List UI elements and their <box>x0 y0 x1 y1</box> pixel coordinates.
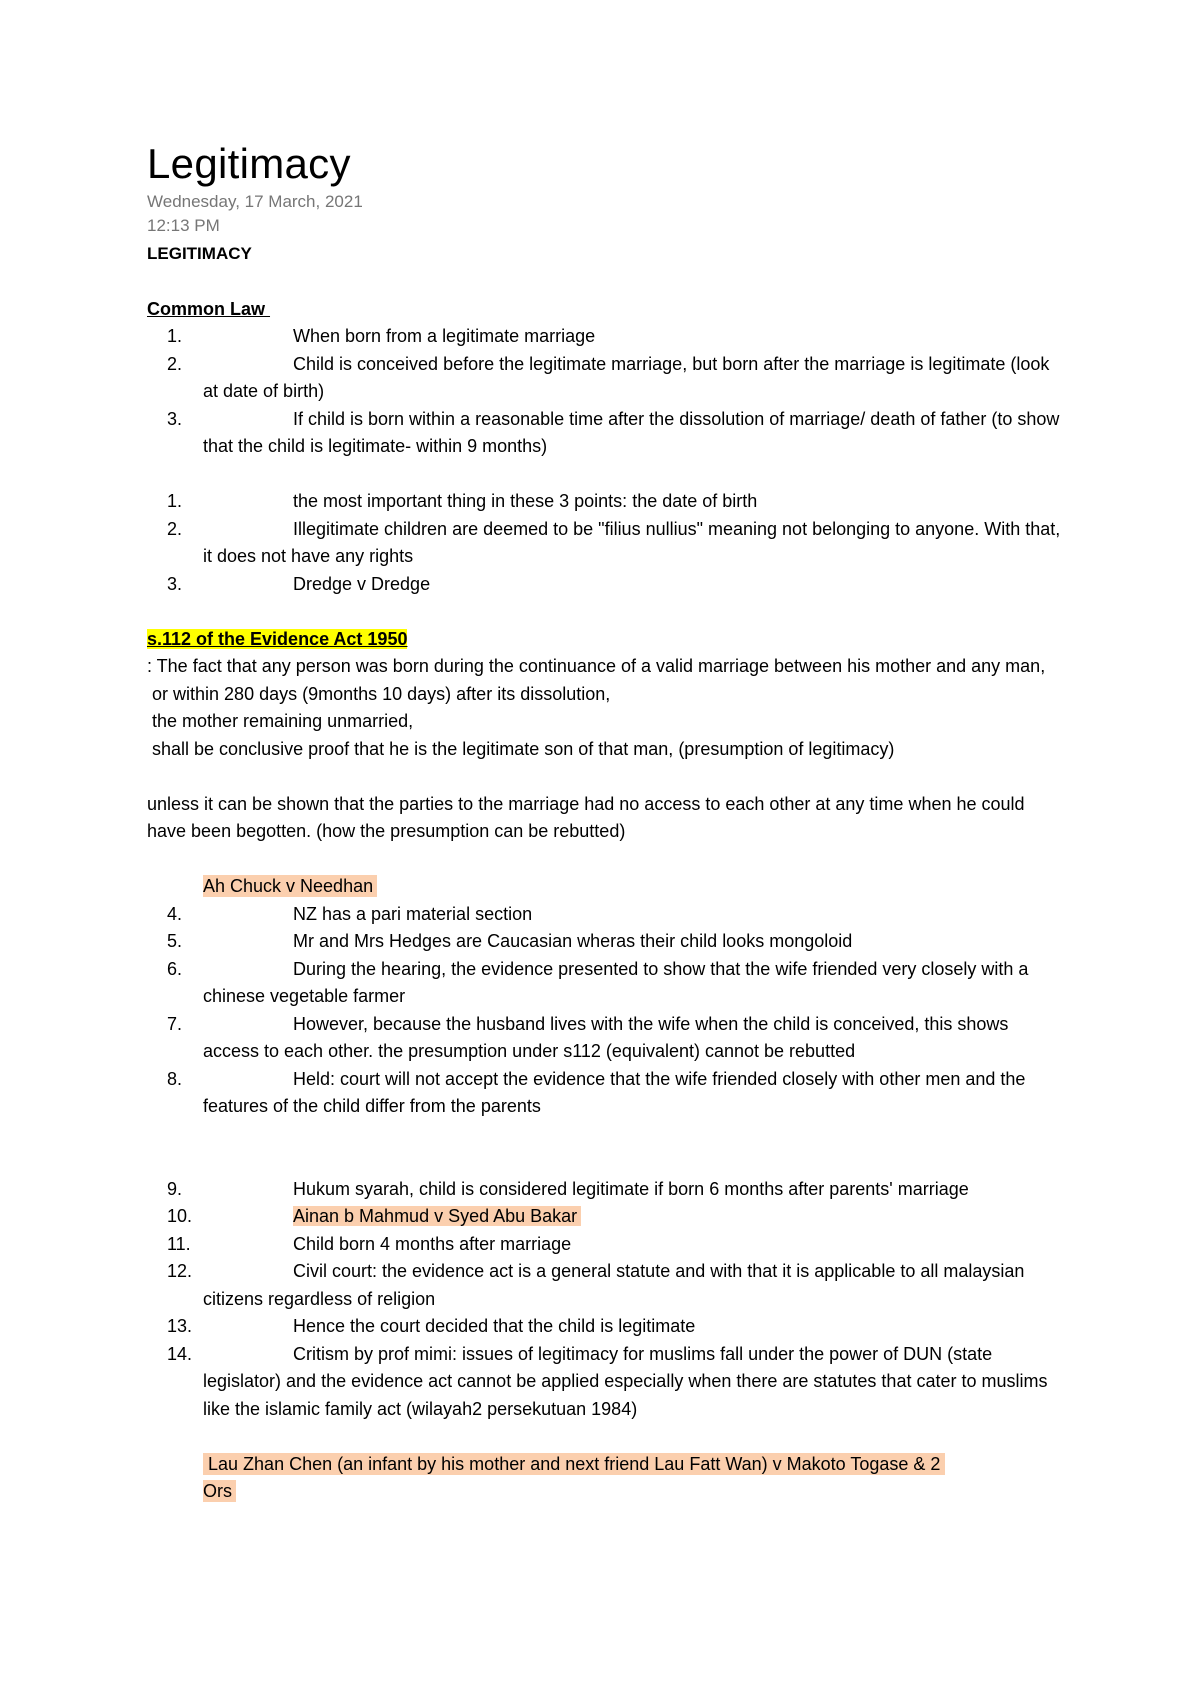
list-item <box>147 488 1067 516</box>
list-item-text: When born from a legitimate marriage <box>293 326 596 346</box>
list-item <box>147 956 1067 1011</box>
spacer <box>147 1121 1067 1149</box>
list-item-text: Held: court will not accept the evidence that the wife friended closely with other men and the features of the child differ from the parents <box>203 1068 1026 1116</box>
list-item-text: During the hearing, the evidence presented to show that the wife friended very closely with a chinese vegetable farmer <box>203 958 1029 1006</box>
spacer <box>147 461 1067 489</box>
list-item-text: Civil court: the evidence act is a general statute and with that it is applicable to all malaysian citizens regardless of religion <box>203 1261 1025 1309</box>
list-item-text: Dredge v Dredge <box>293 573 431 594</box>
list-item <box>147 1203 1067 1231</box>
list-item <box>147 1066 1067 1121</box>
list-item <box>147 1258 1067 1313</box>
list-item <box>147 901 1067 929</box>
spacer <box>147 1423 1067 1451</box>
list-number: 13. <box>167 1316 193 1336</box>
list-item <box>147 1313 1067 1341</box>
list-number: 11. <box>167 1233 191 1254</box>
list-item <box>147 1231 1067 1259</box>
list-number: 3. <box>167 573 183 594</box>
list-number: 5. <box>167 931 183 951</box>
date-stamp: Wednesday, 17 March, 2021 <box>147 192 363 211</box>
list-item <box>147 1176 1067 1204</box>
list-number: 8. <box>167 1068 183 1089</box>
case-name-ainan: Ainan b Mahmud v Syed Abu Bakar <box>293 1206 581 1226</box>
list-item <box>147 928 1067 956</box>
spacer <box>147 268 1067 296</box>
document-content <box>147 138 1067 1506</box>
case-heading-line <box>147 1451 1067 1506</box>
list-item <box>147 323 1067 351</box>
list-item-text: Critism by prof mimi: issues of legitimacy for muslims fall under the power of DUN (state legislator) and the evidence act cannot be applied especially when there are statutes that cater to muslims like the islamic family act (wilayah2 persekutuan 1984) <box>203 1343 1048 1419</box>
list-item-text: NZ has a pari material section <box>293 903 533 924</box>
list-number: 9. <box>167 1178 183 1199</box>
page-title: Legitimacy <box>147 140 351 187</box>
evidence-act-para-3: the mother remaining unmarried, <box>147 711 414 731</box>
list-item-text: Child is conceived before the legitimate marriage, but born after the marriage is legitimate (look at date of birth) <box>203 353 1050 401</box>
list-item <box>147 571 1067 599</box>
section-heading-legitimacy: LEGITIMACY <box>147 244 252 263</box>
list-item-text: Mr and Mrs Hedges are Caucasian wheras their child looks mongoloid <box>293 931 853 951</box>
list-number: 10. <box>167 1206 193 1226</box>
list-item-text: the most important thing in these 3 points: the date of birth <box>293 491 758 511</box>
common-law-notes-list <box>147 488 1067 598</box>
common-law-heading: Common Law <box>147 298 271 319</box>
list-item <box>147 1341 1067 1424</box>
list-number: 2. <box>167 518 183 539</box>
common-law-list <box>147 323 1067 461</box>
evidence-act-heading-line <box>147 626 1067 654</box>
list-item <box>147 351 1067 406</box>
list-item-text: However, because the husband lives with the wife when the child is conceived, this shows access to each other. the presumption under s112 (equivalent) cannot be rebutted <box>203 1013 1009 1061</box>
list-number: 3. <box>167 408 183 429</box>
time-stamp: 12:13 PM <box>147 216 220 235</box>
list-number: 1. <box>167 491 183 511</box>
list-number: 12. <box>167 1261 193 1281</box>
list-item-text: Child born 4 months after marriage <box>293 1233 572 1254</box>
evidence-act-heading: s.112 of the Evidence Act 1950 <box>147 628 408 649</box>
spacer <box>147 1148 1067 1176</box>
hukum-syarah-list <box>147 1176 1067 1424</box>
case-name-lau-zhan-chen: Lau Zhan Chen (an infant by his mother and next friend Lau Fatt Wan) v Makoto Togase & 2 Ors <box>203 1453 946 1501</box>
list-item-text: If child is born within a reasonable time after the dissolution of marriage/ death of father (to show that the child is legitimate- within 9 months) <box>203 408 1060 456</box>
list-item <box>147 406 1067 461</box>
list-item-text: Illegitimate children are deemed to be "filius nullius" meaning not belonging to anyone. With that, it does not have any rights <box>203 518 1061 566</box>
list-number: 1. <box>167 326 183 346</box>
list-number: 6. <box>167 958 183 979</box>
spacer <box>147 763 1067 791</box>
list-item-text: Hukum syarah, child is considered legitimate if born 6 months after parents' marriage <box>293 1178 969 1199</box>
list-item-text: Hence the court decided that the child is legitimate <box>293 1316 696 1336</box>
evidence-act-para-1: : The fact that any person was born during the continuance of a valid marriage between his mother and any man, <box>147 656 1046 676</box>
list-number: 7. <box>167 1013 183 1034</box>
list-item <box>147 516 1067 571</box>
spacer <box>147 846 1067 874</box>
evidence-act-para-4: shall be conclusive proof that he is the legitimate son of that man, (presumption of legitimacy) <box>147 738 895 759</box>
case-heading-line <box>147 873 1067 901</box>
list-item <box>147 1011 1067 1066</box>
case-name-ah-chuck: Ah Chuck v Needhan <box>203 875 377 897</box>
list-number: 14. <box>167 1343 193 1364</box>
evidence-act-para-5: unless it can be shown that the parties to the marriage had no access to each other at any time when he could have been begotten. (how the presumption can be rebutted) <box>147 793 1025 841</box>
spacer <box>147 598 1067 626</box>
evidence-act-para-2: or within 280 days (9months 10 days) after its dissolution, <box>147 683 611 704</box>
case-1-list <box>147 901 1067 1121</box>
list-number: 4. <box>167 903 183 924</box>
list-number: 2. <box>167 353 183 374</box>
